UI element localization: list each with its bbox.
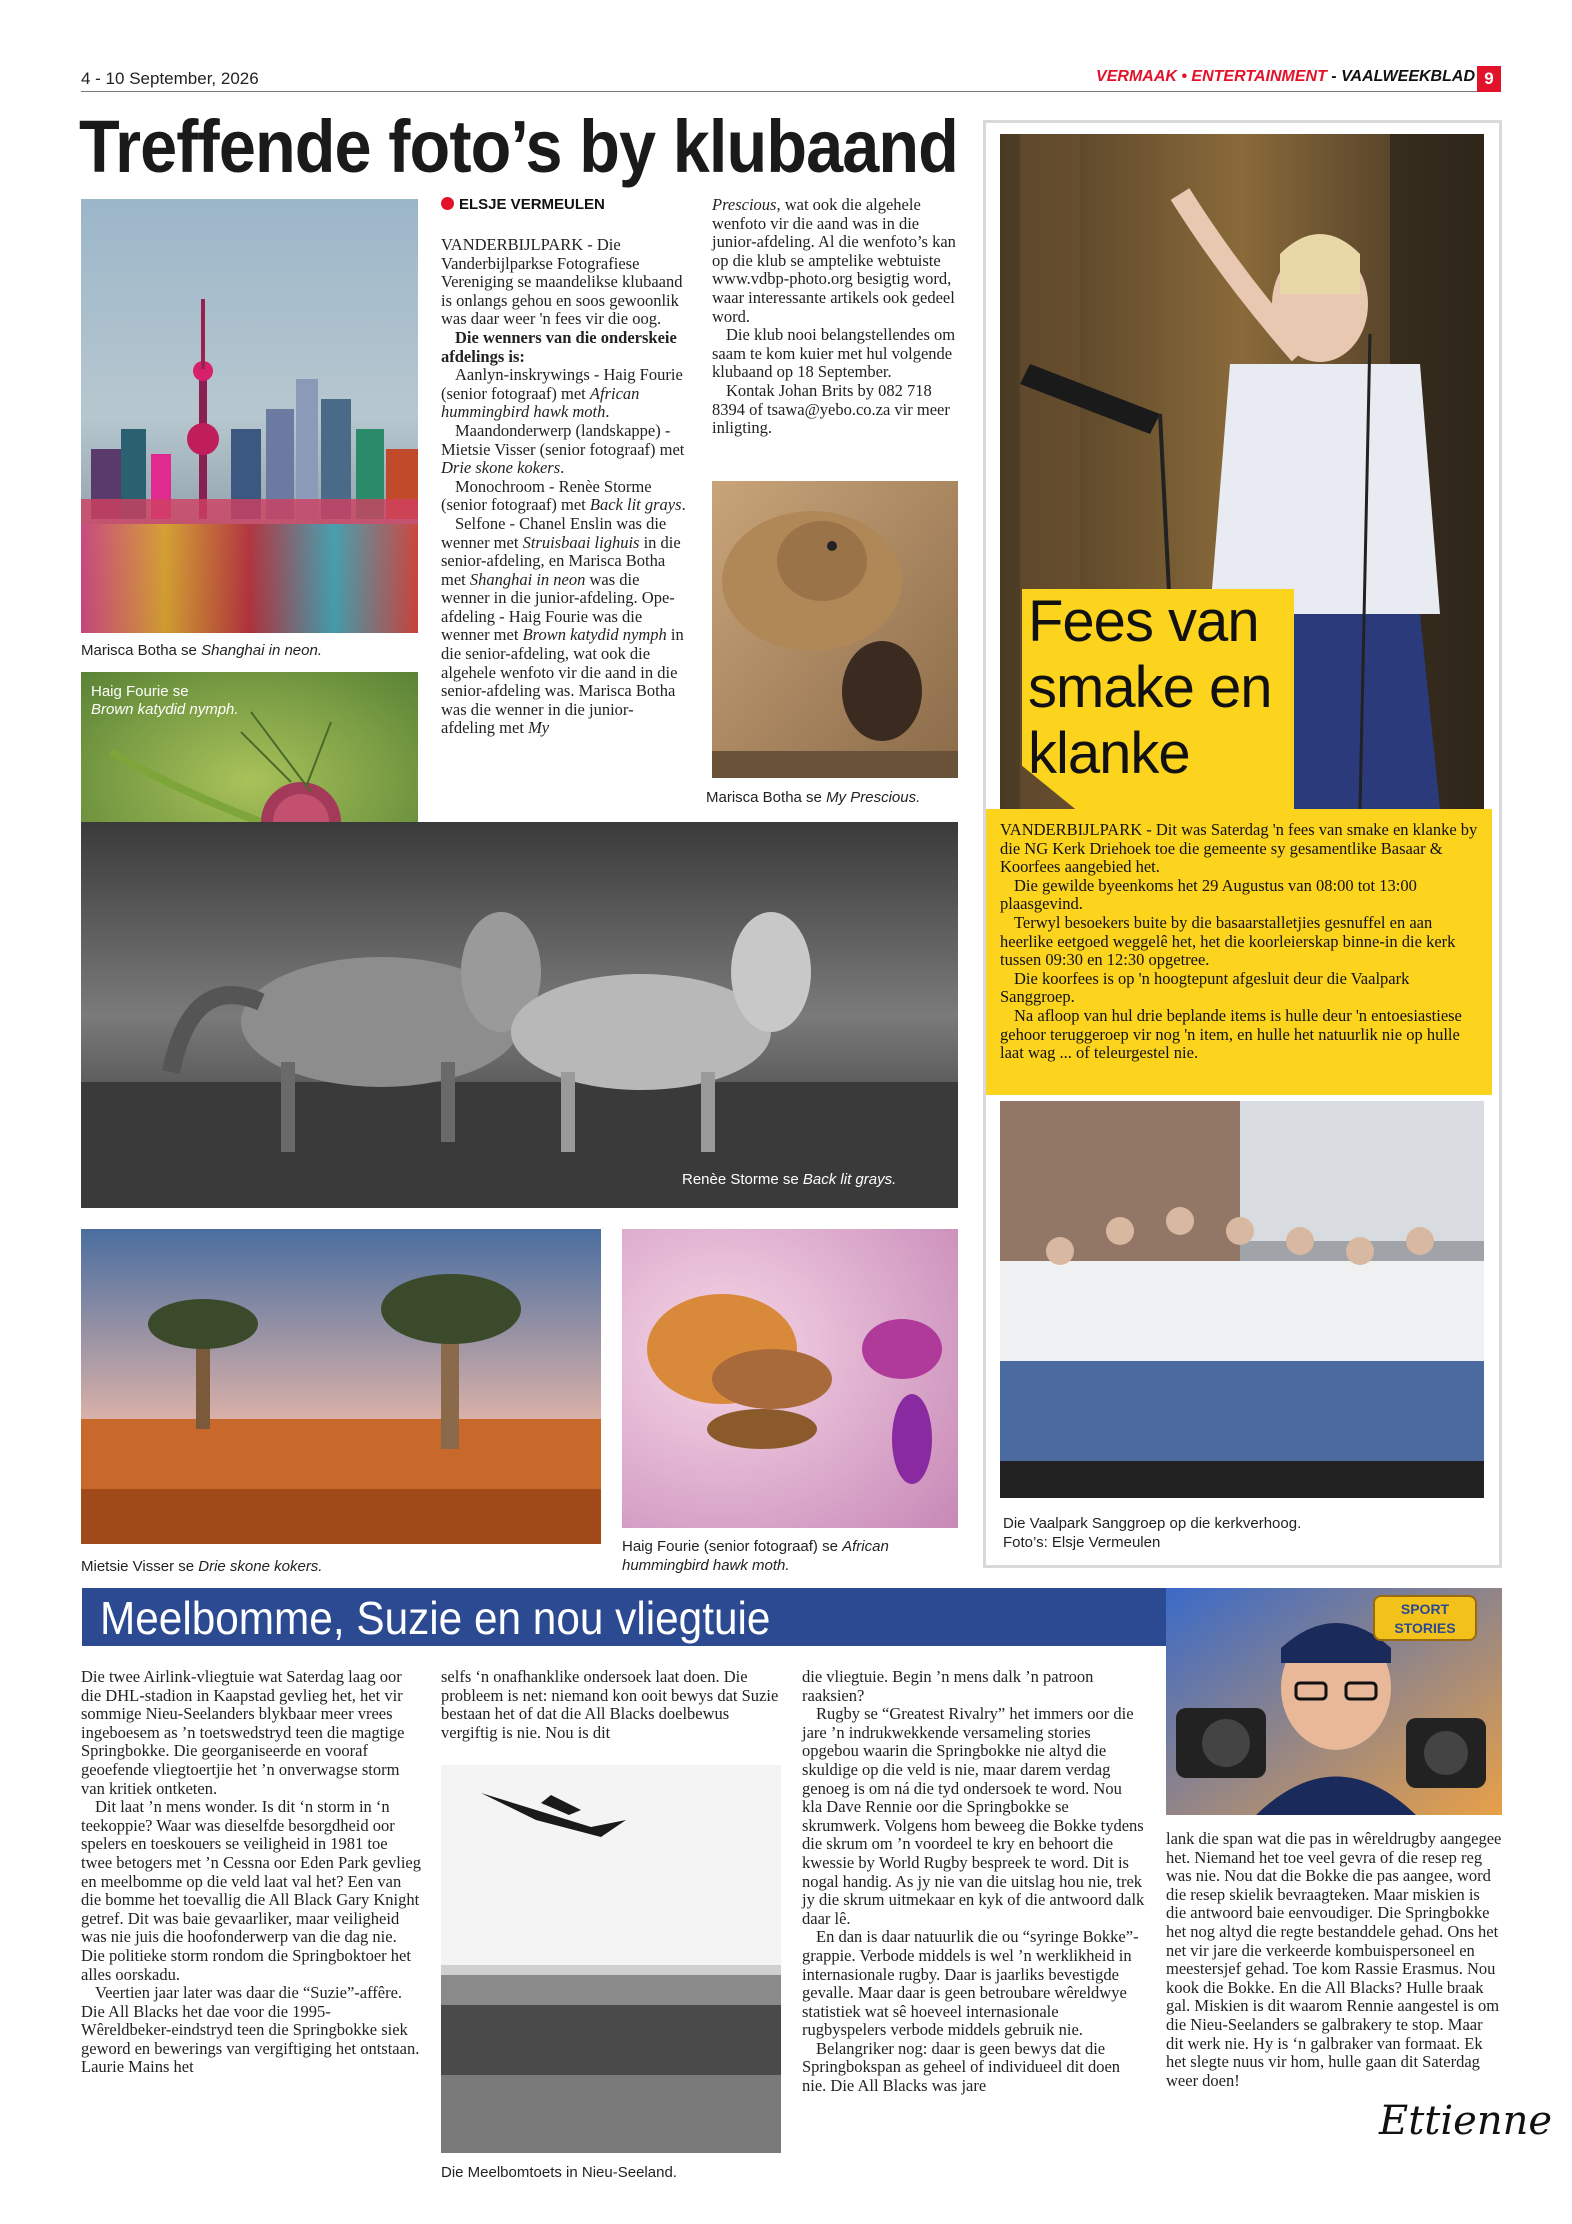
feature-p5: Na afloop van hul drie beplande items is hulle deur 'n entoesiastiese gehoor teruggeroep vir nog 'n item, en hulle het natuurlik nie op hulle laat wag ... of teleurgestel nie. [1000,1005,1462,1063]
col2-p2: Die klub nooi belangstellendes om saam te kom kuier met hul volgende klubaand op 18 September. [712,325,956,382]
feature-headline-text [1028,589,1271,787]
sport-badge-line1: SPORT [1400,1601,1450,1617]
choir-caption-line2: Foto’s: Elsje Vermeulen [1003,1534,1161,1551]
caption-kokers-author: Mietsie Visser se [81,1558,199,1575]
caption-hyena-title: My Prescious. [826,789,921,806]
p4-d: in die senior-afdeling, wat ook die algehele wenfoto vir die aand in die senior-afdeling was. Marisca Botha was die wenner in die junior-afdeling met [441,625,684,738]
caption-kokers-title: Drie skone kokers. [198,1558,323,1575]
p2-title: Drie skone kokers [441,458,561,478]
p4-title1: Struisbaai lighuis [522,532,640,552]
p1-title: African hummingbird hawk moth [441,383,640,422]
photo-story-col1 [441,236,687,738]
feature-p4: Die koorfees is op 'n hoogtepunt afgesluit deur die Vaalpark Sanggroep. [1000,968,1410,1007]
p2-end: . [560,458,565,478]
caption-shanghai-title: Shanghai in neon. [201,642,322,659]
photo-kokers [81,1229,601,1544]
photo-story-p2 [441,422,687,478]
p1-end: . [605,402,610,422]
page-date: 4 - 10 September, 2026 [81,69,259,88]
page-headline: Treffende foto’s by klubaand [79,105,958,188]
section-label [1096,68,1475,86]
photo-story-intro: VANDERBIJLPARK - Die Vanderbijlparkse Fotografiese Vereniging se maandelikse klubaand is onlangs gehou en soos gewoonlik was daar weer 'n fees vir die oog. [441,235,683,329]
sport-col1 [81,1668,421,2077]
feature-headline-line2: smake en [1028,655,1272,720]
p3-title: Back lit grays [589,495,682,515]
caption-shanghai [81,641,322,660]
p1-text: Aanlyn-inskrywings - Haig Fourie (senior fotograaf) met [441,365,683,403]
caption-hyena [706,788,920,807]
photo-hyena [712,481,958,778]
feature-body [986,809,1492,1095]
caption-horses-author: Renèe Storme se [682,1171,803,1188]
photo-flourbomb [441,1765,781,2153]
caption-shanghai-author: Marisca Botha se [81,642,202,659]
sport-col3-p4: Belangriker nog: daar is geen bewys dat die Springbokspan as geheel of individueel dit doen nie. Die All Blacks was jare [802,2038,1121,2096]
caption-kokers [81,1557,322,1576]
caption-moth [622,1537,958,1575]
p4-title3: Brown katydid nymph [522,625,667,645]
caption-horses-title: Back lit grays. [802,1171,897,1188]
caption-katydid-title: Brown katydid nymph. [91,701,239,718]
p4-title2: Shanghai in neon [469,569,586,589]
caption-hyena-author: Marisca Botha se [706,789,827,806]
photo-story-col2 [712,196,956,438]
sport-col3-p2: Rugby se “Greatest Rivalry” het immers oor die jare ’n indrukwekkende versameling stories opgebou waarin die Springbokke nie altyd die skuldige op die veld is nie, maar darem verdag genoeg is om ná die tyd ondersoek te word. Nou kla Dave Rennie oor die Springbokke se skrumwerk. Volgens hom beweeg die Bokke tydens die skrum om ’n voordeel te kry en behoort die kwessie by World Rugby bespreek te word. Dit is nogal handig. As jy nie van die uitslag hou nie, trek jy die skrum uitmekaar en kyk of die antwoord dalk daar lê. [802,1704,1145,1928]
col2-title: Prescious [712,195,777,214]
feature-p2: Die gewilde byeenkoms het 29 Augustus van 08:00 tot 13:00 plaasgevind. [1000,875,1417,914]
sport-stories-badge [1373,1595,1477,1641]
photo-story-subhead: Die wenners van die onderskeie afdelings is: [441,327,677,366]
feature-p3: Terwyl besoekers buite by die basaarstalletjies gesnuffel en aan heerlike eetgoed weggelê het, het die koorleierskap binne-in die kerk tussen 09:30 en 12:30 opgetree. [1000,912,1456,970]
p4-c: was die wenner in die junior-afdeling. Ope-afdeling - Haig Fourie was die wenner met [441,569,675,645]
p4-title4: My [528,718,550,738]
feature-headline-line3: klanke [1028,721,1190,786]
sport-col1-p1: Die twee Airlink-vliegtuie wat Saterdag laag oor die DHL-stadion in Kaapstad gevlieg het, het vir sommige Nieu-Seelanders blykbaar meer vrees ingeboesem as ’n toetswedstryd teen die magtige Springbokke. Die georganiseerde en vooraf geoefende vliegtoertjie het ’n onverwagse storm van kritiek ontketen. [81,1667,405,1798]
feature-headline-line1: Fees van [1028,589,1259,654]
p4-a: Selfone - Chanel Enslin was die wenner met [441,513,667,552]
header-rule [81,91,1489,92]
columnist-signature: Ettienne [1375,2098,1556,2144]
caption-katydid-author: Haig Fourie se [91,683,189,700]
photo-moth [622,1229,958,1528]
photo-choir [1000,1101,1484,1498]
sport-col4-p1: lank die span wat die pas in wêreldrugby aangegee het. Niemand het toe veel gevra of die resep reg was nie. Nou dat die Bokke die pas aangee, word die resep skielik bevraagteken. Maar miskien is die antwoord baie eenvoudiger. Die Springbokke het nog altyd die regte bestanddele gehad. Ons het net vir jare die verkeerde kombuispersoneel en meestersjef gehad. Toe kom Rassie Erasmus. Nou kook die Bokke. En die All Blacks? Hulle braak gal. Miskien is dit waarom Rennie aangestel is om die Nieu-Seelanders se galbrakery te stop. Maar dit werk nie. Hy is ‘n galbraker van formaat. Ek het slegte nuus vir hom, hulle gaan dit Saterdag weer doen! [1166,1829,1502,2090]
feature-p1: VANDERBIJLPARK - Dit was Saterdag 'n fees van smake en klanke by die NG Kerk Driehoek toe die gemeente sy gesamentlike Basaar & Koorfees aangebied het. [1000,820,1478,877]
sport-col4 [1166,1830,1502,2090]
caption-katydid [91,683,261,719]
sport-headline-text: Meelbomme, Suzie en nou vliegtuie [100,1592,771,1644]
sport-badge-line2: STORIES [1394,1620,1456,1636]
caption-horses [682,1170,896,1189]
sport-col2 [441,1668,781,1742]
choir-caption-line1: Die Vaalpark Sanggroep op die kerkverhoog. [1003,1515,1302,1532]
sport-col2-p1: selfs ‘n onafhanklike ondersoek laat doen. Die probleem is net: niemand kon ooit bewys dat Suzie bestaan het of dat die All Blacks doelbewus vergiftig is nie. Nou is dit [441,1667,779,1742]
sport-col3-p1: die vliegtuie. Begin ’n mens dalk ’n patroon raaksien? [802,1667,1094,1705]
byline-bullet-icon [441,197,454,210]
caption-flourbomb: Die Meelbomtoets in Nieu-Seeland. [441,2164,677,2181]
p3-text: Monochroom - Renèe Storme (senior fotograaf) met [441,476,652,515]
sport-col3-p3: En dan is daar natuurlik die ou “syringe Bokke”-grappie. Verbode middels is wel ’n werklikheid in internasionale rugby. Daar is jaarliks bevestigde gevalle. Maar daar is geen betroubare wêreldwye statistiek wat sê hoeveel internasionale rugbyspelers verbode middels gebruik nie. [802,1927,1139,2040]
col2-p3: Kontak Johan Brits by 082 718 8394 of tsawa@yebo.co.za vir meer inligting. [712,380,950,438]
caption-moth-author: Haig Fourie (senior fotograaf) se [622,1538,843,1555]
photo-horses [81,822,958,1208]
caption-moth-title: African hummingbird hawk moth. [622,1538,889,1574]
byline-name: ELSJE VERMEULEN [459,196,605,213]
photo-story-p4 [441,515,687,738]
sport-col1-p3: Veertien jaar later was daar die “Suzie”-affêre. Die All Blacks het dae voor die 1995-Wêreldbeker-eindstryd teen die Springbokke siek geword en bewerings van vergiftiging het ontstaan. Laurie Mains het [81,1983,420,2077]
col2-p1-text: , wat ook die algehele wenfoto vir die aand was in die junior-afdeling. Al die wenfoto’s kan op die klub se amptelike webtuiste www.vdbp-photo.org besigtig word, waar interessante artikels ook gedeel word. [712,195,956,326]
p4-b: in die senior-afdeling, en Marisca Botha met [441,532,681,589]
sport-col3 [802,1668,1145,2096]
byline [441,196,605,213]
sport-col1-p2: Dit laat ’n mens wonder. Is dit ‘n storm in ‘n teekoppie? Waar was dieselfde besorgdheid oor spelers en toeskouers se veiligheid in 1981 toe twee betogers met ’n Cessna oor Eden Park gevlieg en meelbomme op die veld laat val het? Een van die bomme het toevallig die All Black Gary Knight getref. Dit was baie gevaarliker, maar veiligheid was nie juis die hoofonderwerp van die dag nie. Die politieke storm rondom die Springboktoer het alles oorskadu. [81,1797,421,1984]
paper-name: - VAALWEEKBLAD [1331,68,1475,85]
choir-caption [1003,1514,1301,1552]
page-number: 9 [1477,66,1501,92]
p3-end: . [681,495,686,515]
photo-story-p1 [441,366,687,422]
photo-shanghai [81,199,418,633]
p2-text: Maandonderwerp (landskappe) - Mietsie Visser (senior fotograaf) met [441,420,685,459]
photo-story-p3 [441,478,687,515]
col2-p1 [712,196,956,326]
section-name: VERMAAK • ENTERTAINMENT [1096,68,1327,85]
